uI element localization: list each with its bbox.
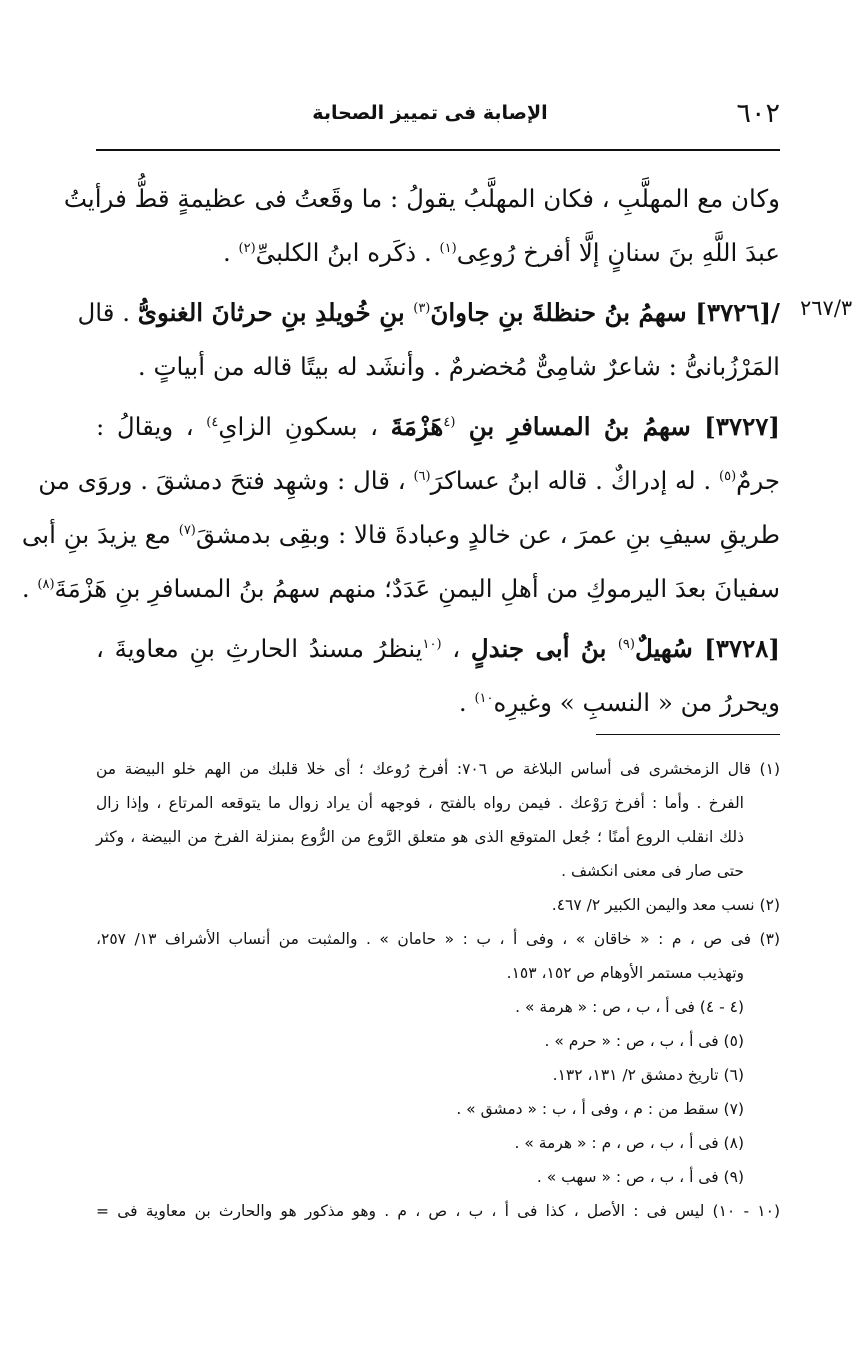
entry-heading: [٣٧٢٧] سهمُ بنُ المسافرِ بنِ — [455, 412, 780, 441]
entry-3727-line — [96, 400, 780, 454]
footnotes — [96, 752, 780, 1228]
text-run: ، ويقالُ : — [96, 412, 207, 441]
footnote-ref[interactable]: (٥) — [719, 468, 737, 484]
footnote-line: (٤ - ٤) فى أ ، ب ، ص : « هرمة » . — [515, 998, 744, 1016]
text-run: وكان مع المهلَّبِ ، فكان المهلَّبُ يقولُ : ما وقَعتُ فى عظيمةٍ قطُّ فرأيتُ — [63, 184, 780, 213]
text-run: . له إدراكٌ . قاله ابنُ عساكرَ — [430, 466, 720, 495]
footnote-ref[interactable]: ٤) — [206, 414, 219, 430]
margin-reference: ٢٦٧/٣ — [800, 296, 853, 320]
footnote-line: (٣) فى ص ، م : « خاقان » ، وفى أ ، ب : « حامان » . والمثبت من أنساب الأشراف ١٣/ ٢٥٧، — [96, 930, 780, 948]
footnote-ref[interactable]: (٧) — [178, 522, 196, 538]
footnote-ref[interactable]: (١) — [439, 240, 457, 256]
entry-heading: بنِ خُويلدِ بنِ حرثانَ الغنوىُّ — [137, 298, 414, 327]
footnote-ref[interactable]: (٨) — [37, 576, 55, 592]
text-run: . قال — [77, 298, 138, 327]
footnote-line: وتهذيب مستمر الأوهام ص ١٥٢، ١٥٣. — [506, 964, 744, 982]
text-line — [96, 226, 780, 280]
entry-heading: [٣٧٢٨] سُهيلٌ — [634, 634, 780, 663]
text-run: مع يزيدَ بنِ أبى — [21, 520, 179, 549]
entry-3728-line — [96, 622, 780, 676]
text-line — [63, 172, 780, 226]
text-run: . — [21, 574, 38, 603]
running-title: الإصابة فى تمييز الصحابة — [312, 102, 548, 124]
footnote-line: (٢) نسب معد واليمن الكبير ٢/ ٤٦٧. — [551, 896, 780, 914]
footnote-line: (٥) فى أ ، ب ، ص : « حرم » . — [544, 1032, 744, 1050]
text-run: جرمٌ — [736, 466, 780, 495]
entry-heading: بنُ أبى جندلٍ — [470, 634, 618, 663]
footnote-line: (١) قال الزمخشرى فى أساس البلاغة ص ٧٠٦: أفرخ رُوعك ؛ أى خلا قلبك من الهم خلو البيضة من — [96, 760, 780, 778]
text-run: . — [458, 688, 475, 717]
page-number: ٦٠٢ — [736, 98, 780, 129]
entry-3726-line — [77, 286, 780, 340]
page-header — [100, 96, 780, 136]
text-run: ، بسكونِ الزاىِ — [218, 412, 391, 441]
footnote-ref[interactable]: (٢) — [238, 240, 256, 256]
footnote-ref[interactable]: (٩) — [617, 636, 635, 652]
header-rule — [96, 149, 780, 151]
footnote-line: (٨) فى أ ، ب ، ص ، م : « هرمة » . — [514, 1134, 744, 1152]
entry-3726-line — [96, 340, 780, 394]
footnote-rule — [596, 734, 780, 735]
footnote-line: (٦) تاريخ دمشق ٢/ ١٣١، ١٣٢. — [552, 1066, 744, 1084]
text-run: ، — [441, 634, 471, 663]
text-run: المَرْزُبانىُّ : شاعرٌ شامِىٌّ مُخضرمٌ . وأنشَد له بيتًا قاله من أبياتٍ . — [137, 352, 780, 381]
entry-heading: /[٣٧٢٦] سهمُ بنُ حنظلةَ بنِ جاوانَ — [430, 298, 780, 327]
footnote-ref[interactable]: (٦) — [413, 468, 431, 484]
footnote-ref[interactable]: ١٠) — [474, 690, 494, 706]
text-run: ويحررُ من « النسبِ » وغيرِه — [493, 688, 780, 717]
entry-3727-line — [21, 508, 780, 562]
text-run: عبدَ اللَّهِ بنَ سنانٍ إلَّا أفرخ رُوعِى — [456, 238, 780, 267]
entry-3727-line — [21, 562, 780, 616]
entry-3728-line — [96, 676, 780, 730]
footnote-line: الفرخ . وأما : أفرخ رَوْعك . فيمن رواه بالفتح ، فوجهه أن يراد زوال ما يتوقعه المرتاع ، وإذا زال — [96, 794, 744, 812]
text-run: . — [222, 238, 239, 267]
text-run: طريقِ سيفِ بنِ عمرَ ، عن خالدٍ وعبادةَ قالا : وبقِى بدمشقَ — [195, 520, 780, 549]
entry-heading: هَزْمَةَ — [390, 412, 444, 441]
footnote-ref[interactable]: (٣) — [413, 300, 431, 316]
footnote-line: حتى صار فى معنى انكشف . — [561, 862, 744, 880]
footnote-line: (٧) سقط من : م ، وفى أ ، ب : « دمشق » . — [456, 1100, 744, 1118]
footnote-line: (١٠ - ١٠) ليس فى : الأصل ، كذا فى أ ، ب ، ص ، م . وهو مذكور هو والحارث بن معاوية فى = — [96, 1202, 780, 1220]
footnote-line: ذلك انقلب الروع أمنًا ؛ جُعل المتوقع الذى هو متعلق الرَّوع من الرُّوع بمنزلة الفرخ من البيضة ، وكثر — [96, 828, 744, 846]
footnote-line: (٩) فى أ ، ب ، ص : « سهب » . — [536, 1168, 744, 1186]
text-run: . ذكَره ابنُ الكلبىِّ — [255, 238, 440, 267]
text-run: ، قال : وشهِد فتحَ دمشقَ . وروَى من — [38, 466, 414, 495]
footnote-ref[interactable]: (١٠ — [422, 636, 442, 652]
main-text — [21, 172, 780, 730]
entry-3727-line — [38, 454, 780, 508]
footnote-ref[interactable]: (٤ — [443, 414, 456, 430]
text-run: ينظرُ مسندُ الحارثِ بنِ معاويةَ ، — [96, 634, 423, 663]
text-run: سفيانَ بعدَ اليرموكِ من أهلِ اليمنِ عَدَدٌ؛ منهم سهمُ بنُ المسافرِ بنِ هَزْمَةَ — [54, 574, 780, 603]
